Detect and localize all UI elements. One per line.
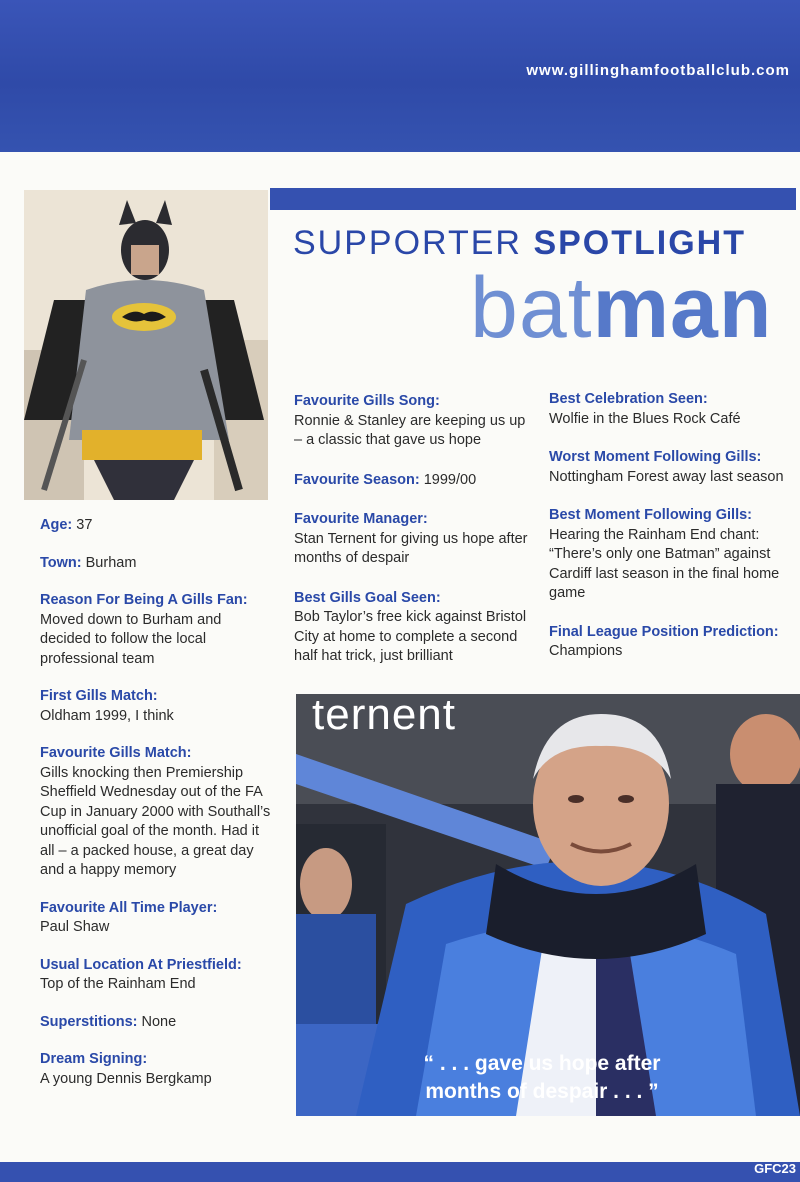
qa-value: Bob Taylor’s free kick against Bristol City at home to complete a second half hat trick, just brilliant (294, 609, 527, 664)
page-number: GFC23 (754, 1161, 796, 1176)
qa-superstitions (40, 1013, 275, 1033)
qa-favourite-song (294, 392, 534, 451)
qa-value: 37 (72, 517, 93, 533)
qa-value: Wolfie in the Blues Rock Café (549, 410, 741, 427)
qa-value: Burham (81, 554, 137, 571)
qa-age (40, 516, 275, 536)
qa-label: Town: (40, 554, 82, 571)
qa-value: Ronnie & Stanley are keeping us up – a classic that gave us hope (294, 412, 526, 448)
qa-favourite-player (40, 899, 275, 938)
qa-value: 1999/00 (419, 471, 477, 488)
qa-label: Reason For Being A Gills Fan: (40, 592, 248, 608)
website-url[interactable]: www.gillinghamfootballclub.com (526, 62, 790, 79)
qa-value: Gills knocking then Premiership Sheffield Wednesday out of the FA Cup in January 2000 with Southall’s unofficial goal of the month. Had it all – a packed house, a great day and a happy memory (40, 764, 271, 878)
qa-label: Favourite All Time Player: (40, 899, 218, 916)
qa-value: A young Dennis Bergkamp (40, 1070, 212, 1087)
qa-favourite-match (40, 744, 275, 881)
qa-favourite-season (294, 471, 534, 491)
qa-value: Stan Ternent for giving us hope after months of despair (294, 530, 528, 566)
name-bold: man (592, 260, 773, 356)
batman-photo (24, 190, 268, 500)
qa-final-prediction (549, 623, 794, 662)
qa-label: Best Gills Goal Seen: (294, 589, 441, 606)
qa-value: Hearing the Rainham End chant: “There’s only one Batman” against Cardiff last season in the final home game (549, 526, 780, 601)
qa-favourite-manager (294, 510, 534, 569)
qa-label: Worst Moment Following Gills: (549, 449, 762, 465)
title-spotlight: SPOTLIGHT (533, 224, 746, 262)
qa-value: Champions (549, 643, 623, 659)
pull-quote: “ . . . gave us hope after months of despair . . . ” (423, 1052, 661, 1103)
qa-usual-location (40, 956, 275, 995)
qa-best-moment (549, 506, 794, 604)
footer-band (0, 1162, 800, 1182)
photo-name-caption: ternent (312, 690, 456, 739)
qa-label: Favourite Gills Match: (40, 745, 192, 761)
qa-label: Favourite Manager: (294, 511, 428, 527)
qa-value: Top of the Rainham End (40, 976, 196, 992)
qa-worst-moment (549, 448, 794, 487)
qa-label: Best Celebration Seen: (549, 391, 708, 407)
qa-value: Nottingham Forest away last season (549, 468, 784, 485)
qa-label: First Gills Match: (40, 688, 158, 704)
qa-value: Moved down to Burham and decided to follow the local professional team (40, 611, 222, 667)
qa-column-2 (294, 392, 534, 680)
page-title (293, 224, 746, 263)
qa-best-celebration (549, 390, 794, 429)
qa-label: Favourite Gills Song: (294, 393, 440, 409)
qa-value: None (137, 1013, 177, 1030)
qa-value: Paul Shaw (40, 919, 110, 935)
qa-value: Oldham 1999, I think (40, 707, 174, 724)
qa-label: Favourite Season: (294, 471, 420, 488)
name-light: bat (470, 260, 593, 356)
qa-label: Age: (40, 517, 73, 533)
title-supporter: SUPPORTER (293, 224, 522, 262)
qa-town (40, 554, 275, 574)
spotlight-name (470, 260, 773, 356)
qa-reason (40, 591, 275, 669)
batman-illustration (24, 190, 268, 500)
qa-label: Final League Position Prediction: (549, 623, 779, 640)
qa-first-match (40, 687, 275, 726)
qa-label: Best Moment Following Gills: (549, 507, 752, 523)
qa-column-3 (549, 390, 794, 675)
qa-column-1 (40, 516, 275, 1102)
qa-label: Superstitions: (40, 1013, 138, 1030)
qa-dream-signing (40, 1050, 275, 1089)
header-band (0, 0, 800, 152)
qa-best-goal (294, 589, 534, 667)
title-rule (270, 188, 796, 210)
qa-label: Usual Location At Priestfield: (40, 956, 242, 973)
qa-label: Dream Signing: (40, 1051, 148, 1067)
